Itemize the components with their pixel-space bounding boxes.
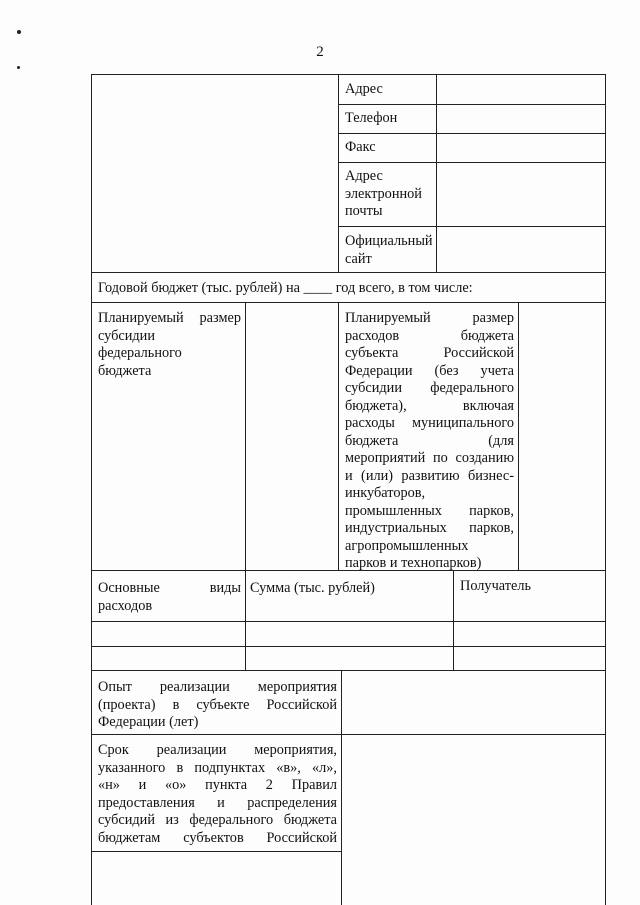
page-number: 2 [316,44,324,60]
main-expense-types-header: Основные виды расходов [98,580,241,614]
email-label: Адрес электронной почты [345,168,422,219]
planned-expenses-label: Планируемый размер расходов бюджета субъекта Российской Федерации (без учета субсидии федерального бюджета), включая расходы муниципального бюджета (для мероприятий по созданию и (или) развитию бизнес- инкубаторов, промышленных парков, индустриальных парков, агропромышленных парков и технопарков) [345,310,514,571]
website-label: Официальный сайт [345,233,433,267]
planned-subsidy-label: Планируемый размер субсидии федерального бюджета [98,310,241,379]
margin-mark [17,30,21,34]
annual-budget-label: Годовой бюджет (тыс. рублей) на ____ год всего, в том числе: [98,280,473,296]
term-label: Срок реализации мероприятия, указанного в подпунктах «в», «л», «н» и «о» пункта 2 Правил предоставления и распределения субсидий из федерального бюджета бюджетам субъектов Российской [98,742,337,846]
phone-label: Телефон [345,110,398,126]
recipient-header: Получатель [460,578,531,594]
address-label: Адрес [345,81,383,97]
sum-header: Сумма (тыс. рублей) [250,580,375,596]
experience-label: Опыт реализации мероприятия (проекта) в субъекте Российской Федерации (лет) [98,679,337,730]
margin-mark [17,66,20,69]
fax-label: Факс [345,139,376,155]
